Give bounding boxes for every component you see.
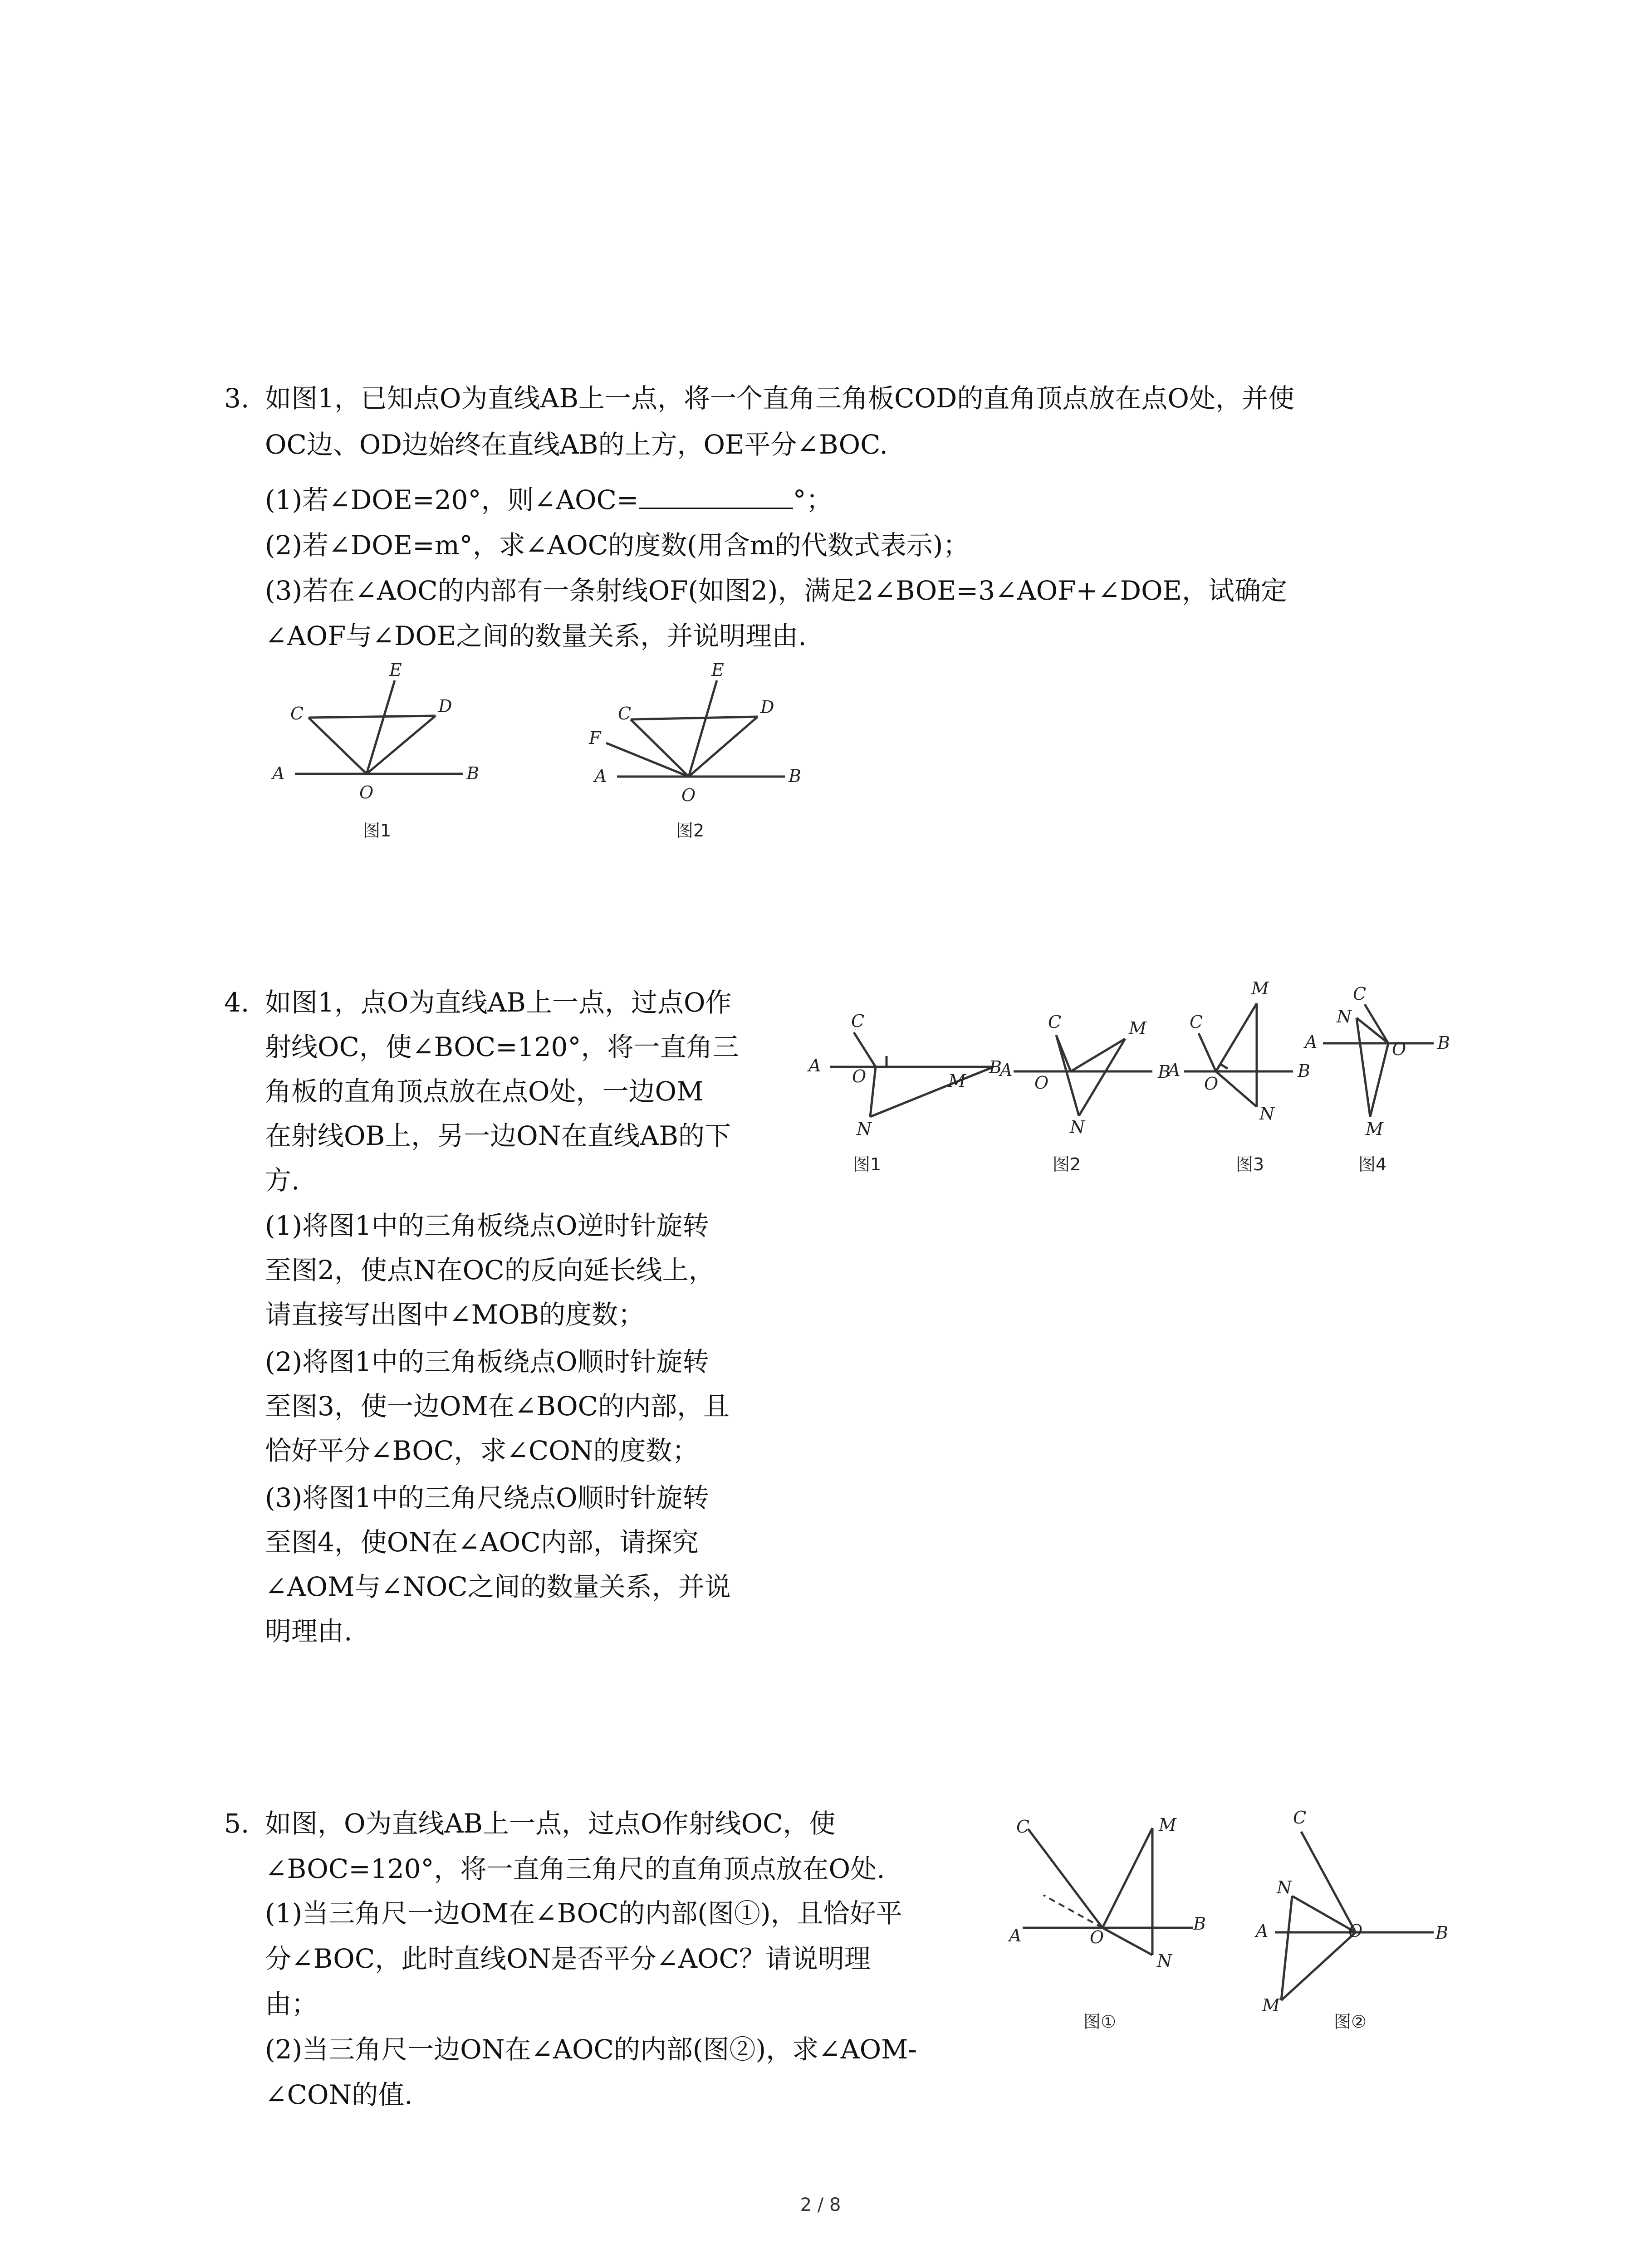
problem-5-line-4: 分∠BOC，此时直线ON是否平分∠AOC？请说明理 bbox=[265, 1943, 871, 1974]
label-O: O bbox=[681, 785, 696, 805]
label-O: O bbox=[1090, 1927, 1104, 1947]
problem-5-line-3: (1)当三角尺一边OM在∠BOC的内部(图①)，且恰好平 bbox=[265, 1898, 902, 1929]
problem-5-line-7: ∠CON的值. bbox=[265, 2079, 413, 2110]
label-N: N bbox=[1157, 1951, 1172, 1971]
label-F: F bbox=[589, 728, 601, 748]
label-A: A bbox=[1256, 1921, 1269, 1941]
problem-4-figure-1-caption: 图1 bbox=[853, 1154, 882, 1174]
label-M: M bbox=[948, 1071, 966, 1091]
label-B: B bbox=[1437, 1033, 1450, 1053]
problem-5-line-1: 如图，O为直线AB上一点，过点O作射线OC，使 bbox=[265, 1808, 836, 1839]
answer-blank[interactable] bbox=[639, 484, 793, 509]
label-A: A bbox=[1009, 1926, 1022, 1945]
label-N: N bbox=[857, 1119, 872, 1139]
label-O: O bbox=[1204, 1074, 1219, 1094]
label-A: A bbox=[594, 766, 607, 786]
label-C: C bbox=[1016, 1817, 1030, 1837]
q1-suffix: °； bbox=[793, 484, 833, 515]
label-O: O bbox=[1034, 1073, 1049, 1093]
problem-3-line-1: 如图1，已知点O为直线AB上一点，将一个直角三角板COD的直角顶点放在点O处，并使 bbox=[265, 383, 1294, 414]
problem-4-figure-2 bbox=[998, 993, 1189, 1143]
problem-3-figure-1-caption: 图1 bbox=[363, 821, 392, 841]
label-M: M bbox=[1251, 978, 1269, 998]
label-A: A bbox=[1305, 1032, 1318, 1052]
problem-4-line-5: 方. bbox=[265, 1165, 300, 1196]
q1-prefix: (1)若∠DOE=20°，则∠AOC= bbox=[265, 484, 639, 515]
problem-4-figure-3 bbox=[1166, 975, 1320, 1148]
problem-4-figure-4-caption: 图4 bbox=[1358, 1154, 1387, 1174]
problem-3-figure-2 bbox=[585, 658, 821, 807]
problem-4-line-6: (1)将图1中的三角板绕点O逆时针旋转 bbox=[265, 1210, 709, 1241]
problem-4-line-2: 射线OC，使∠BOC=120°，将一直角三 bbox=[265, 1031, 739, 1062]
page-number: 2 / 8 bbox=[800, 2195, 841, 2215]
problem-4-line-13: 至图4，使ON在∠AOC内部，请探究 bbox=[265, 1527, 699, 1558]
problem-3-question-3-line-2: ∠AOF与∠DOE之间的数量关系，并说明理由. bbox=[265, 621, 807, 651]
problem-4-line-4: 在射线OB上，另一边ON在直线AB的下 bbox=[265, 1120, 731, 1151]
problem-4-line-14: ∠AOM与∠NOC之间的数量关系，并说 bbox=[265, 1571, 731, 1602]
label-B: B bbox=[1158, 1062, 1171, 1082]
problem-4-line-3: 角板的直角顶点放在点O处，一边OM bbox=[265, 1076, 704, 1107]
problem-4-line-7: 至图2，使点N在OC的反向延长线上， bbox=[265, 1255, 715, 1286]
label-A: A bbox=[272, 763, 285, 783]
label-A: A bbox=[1168, 1060, 1181, 1080]
label-N: N bbox=[1070, 1117, 1085, 1137]
problem-4-number: 4. bbox=[224, 987, 250, 1018]
problem-5-figure-2-caption: 图② bbox=[1334, 2012, 1367, 2032]
problem-5-figure-1 bbox=[1007, 1810, 1225, 2009]
problem-5-figure-2 bbox=[1243, 1796, 1479, 2023]
label-B: B bbox=[1435, 1923, 1448, 1943]
problem-4-line-15: 明理由. bbox=[265, 1616, 353, 1647]
label-B: B bbox=[1193, 1914, 1206, 1934]
problem-4-line-9: (2)将图1中的三角板绕点O顺时针旋转 bbox=[265, 1346, 709, 1377]
problem-3-figure-2-caption: 图2 bbox=[676, 821, 705, 841]
label-D: D bbox=[438, 696, 452, 716]
problem-3-number: 3. bbox=[224, 383, 250, 414]
label-B: B bbox=[1298, 1061, 1310, 1081]
label-C: C bbox=[290, 704, 304, 723]
label-B: B bbox=[989, 1057, 1002, 1077]
label-A: A bbox=[808, 1056, 821, 1075]
label-N: N bbox=[1277, 1877, 1292, 1897]
label-A: A bbox=[1000, 1060, 1013, 1080]
problem-3-line-2: OC边、OD边始终在直线AB的上方，OE平分∠BOC. bbox=[265, 429, 888, 460]
problem-3-question-1 bbox=[265, 482, 833, 518]
label-N: N bbox=[1259, 1104, 1275, 1124]
problem-5-figure-1-caption: 图① bbox=[1083, 2012, 1117, 2032]
label-M: M bbox=[1366, 1119, 1383, 1139]
label-C: C bbox=[618, 704, 632, 723]
label-B: B bbox=[789, 766, 801, 786]
label-C: C bbox=[1048, 1012, 1062, 1032]
problem-4-line-8: 请直接写出图中∠MOB的度数； bbox=[265, 1299, 645, 1330]
label-O: O bbox=[359, 782, 374, 802]
problem-4-line-10: 至图3，使一边OM在∠BOC的内部，且 bbox=[265, 1391, 730, 1422]
label-O: O bbox=[852, 1066, 867, 1086]
problem-5-line-5: 由； bbox=[265, 1989, 318, 2019]
problem-4-figure-2-caption: 图2 bbox=[1053, 1154, 1081, 1174]
label-C: C bbox=[1293, 1808, 1307, 1828]
label-B: B bbox=[466, 763, 479, 783]
problem-5-line-2: ∠BOC=120°，将一直角三角尺的直角顶点放在O处. bbox=[265, 1853, 885, 1884]
label-C: C bbox=[851, 1011, 865, 1031]
problem-4-figure-1 bbox=[803, 993, 1021, 1143]
problem-3-question-2: (2)若∠DOE=m°，求∠AOC的度数(用含m的代数式表示)； bbox=[265, 530, 970, 561]
label-E: E bbox=[389, 660, 402, 680]
label-C: C bbox=[1190, 1012, 1203, 1032]
problem-4-line-1: 如图1，点O为直线AB上一点，过点O作 bbox=[265, 987, 732, 1018]
label-M: M bbox=[1262, 1995, 1280, 2015]
label-D: D bbox=[760, 697, 774, 717]
label-M: M bbox=[1159, 1815, 1176, 1835]
problem-4-figure-3-caption: 图3 bbox=[1236, 1154, 1264, 1174]
label-M: M bbox=[1129, 1018, 1146, 1038]
problem-4-figure-4 bbox=[1302, 975, 1456, 1148]
problem-5-line-6: (2)当三角尺一边ON在∠AOC的内部(图②)，求∠AOM- bbox=[265, 2034, 917, 2065]
label-O: O bbox=[1348, 1921, 1363, 1941]
label-N: N bbox=[1337, 1007, 1352, 1026]
problem-4-line-12: (3)将图1中的三角尺绕点O顺时针旋转 bbox=[265, 1482, 709, 1513]
label-E: E bbox=[711, 660, 724, 680]
problem-3-question-3-line-1: (3)若在∠AOC的内部有一条射线OF(如图2)，满足2∠BOE=3∠AOF+∠DOE，试确定 bbox=[265, 575, 1287, 606]
problem-4-line-11: 恰好平分∠BOC，求∠CON的度数； bbox=[265, 1435, 699, 1466]
problem-3-figure-1 bbox=[263, 658, 499, 807]
label-O: O bbox=[1392, 1039, 1406, 1059]
label-C: C bbox=[1353, 984, 1367, 1004]
problem-5-number: 5. bbox=[224, 1808, 250, 1839]
